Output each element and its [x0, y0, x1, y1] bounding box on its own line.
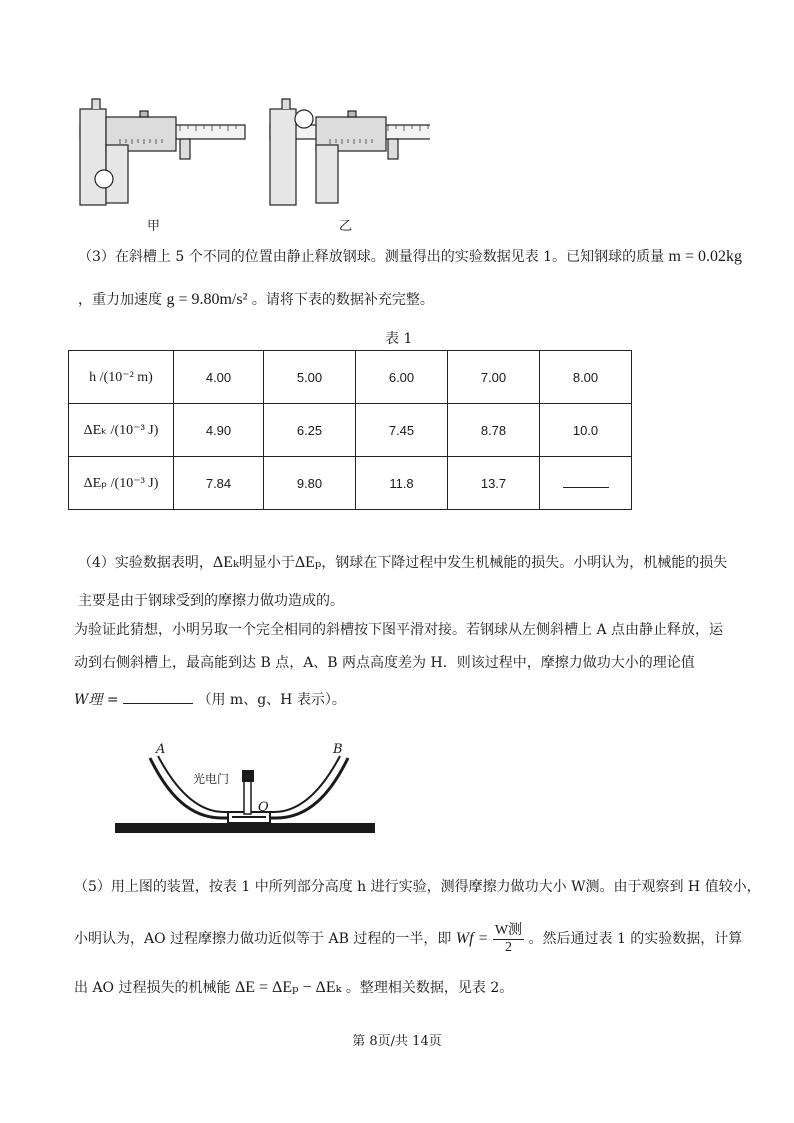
section4-line2: 主要是由于钢球受到的摩擦力做功造成的。 — [78, 593, 344, 609]
section3-text: （3）在斜槽上 5 个不同的位置由静止释放钢球。测量得出的实验数据见表 1。已知钢球的质量 — [78, 249, 665, 265]
section3-line1 — [78, 247, 742, 267]
w-theory-label: W理 = — [74, 692, 119, 708]
table-row — [69, 351, 632, 404]
section3-line2 — [78, 290, 434, 310]
section4-text: （用 m、g、H 表示）。 — [197, 692, 346, 708]
base-board — [115, 823, 375, 833]
table-cell: 7.00 — [448, 351, 540, 404]
table-cell: 10.0 — [540, 404, 632, 457]
section3-text-3: 。请将下表的数据补充完整。 — [251, 292, 434, 308]
table-cell: 4.90 — [174, 404, 264, 457]
table-cell: 6.25 — [264, 404, 356, 457]
photogate-post — [244, 780, 251, 814]
track-figure — [110, 740, 385, 840]
section5-line1: （5）用上图的装置，按表 1 中所列部分高度 h 进行实验，测得摩擦力做功大小 W测。由于观察到 H 值较小， — [74, 879, 761, 895]
table-cell: 7.84 — [174, 457, 264, 510]
table-head-cell: ΔEₚ /(10⁻³ J) — [69, 457, 174, 510]
section4-line5 — [74, 690, 346, 710]
table-blank-cell[interactable] — [540, 457, 632, 510]
photogate-label: 光电门 — [193, 772, 230, 786]
section3-text-2: ，重力加速度 — [78, 292, 162, 308]
table-row — [69, 457, 632, 510]
table-cell: 13.7 — [448, 457, 540, 510]
point-o-label: O — [258, 800, 269, 815]
table-head-cell: ΔEₖ /(10⁻³ J) — [69, 404, 174, 457]
delta-ek: ΔEₖ — [212, 554, 239, 571]
right-slope — [268, 758, 348, 818]
wf-label: Wf = — [455, 930, 489, 947]
point-b-label: B — [333, 742, 343, 757]
caliper-label-left: 甲 — [147, 219, 161, 234]
answer-blank[interactable] — [123, 703, 193, 704]
table-cell: 5.00 — [264, 351, 356, 404]
point-a-label: A — [156, 742, 166, 757]
section4-line1 — [78, 553, 727, 573]
table-row — [69, 404, 632, 457]
caliper-left — [80, 99, 245, 205]
table-cell: 4.00 — [174, 351, 264, 404]
table1 — [68, 350, 632, 510]
delta-e-formula: ΔE = ΔEₚ − ΔEₖ — [234, 979, 342, 996]
section4-text: ，钢球在下降过程中发生机械能的损失。小明认为，机械能的损失 — [321, 555, 728, 571]
gravity-value: g = 9.80m/s² — [166, 291, 248, 308]
fraction-numerator: W测 — [494, 922, 523, 938]
table-cell: 11.8 — [356, 457, 448, 510]
section5-line3 — [74, 978, 513, 998]
table-cell: 8.78 — [448, 404, 540, 457]
section5-text: 。整理相关数据，见表 2。 — [345, 980, 514, 996]
delta-ep: ΔEₚ — [294, 554, 322, 571]
section4-text: （4）实验数据表明， — [78, 555, 213, 571]
section4-line4: 动到右侧斜槽上，最高能到达 B 点，A、B 两点高度差为 H．则该过程中，摩擦力做功大小的理论值 — [74, 655, 695, 671]
fraction — [493, 923, 524, 956]
section5-text: 小明认为，AO 过程摩擦力做功近似等于 AB 过程的一半，即 — [74, 931, 452, 947]
caliper-right — [270, 99, 430, 205]
table-cell: 8.00 — [540, 351, 632, 404]
table-cell: 9.80 — [264, 457, 356, 510]
caliper-label-right: 乙 — [339, 219, 353, 234]
section5-text: 出 AO 过程损失的机械能 — [74, 980, 231, 996]
mass-value: m = 0.02kg — [668, 248, 742, 265]
table-cell: 7.45 — [356, 404, 448, 457]
caliper-figure — [70, 95, 430, 235]
page-footer: 第 8页/共 14页 — [352, 1034, 442, 1049]
fraction-denominator: 2 — [504, 939, 512, 955]
table-head-cell: h /(10⁻² m) — [69, 351, 174, 404]
left-slope — [150, 758, 230, 818]
section5-text: 。然后通过表 1 的实验数据，计算 — [528, 931, 743, 947]
section5-line2 — [74, 922, 742, 956]
section4-text: 明显小于 — [238, 555, 295, 571]
table-cell: 6.00 — [356, 351, 448, 404]
table1-title: 表 1 — [385, 331, 413, 347]
answer-blank[interactable] — [563, 475, 609, 488]
photogate-head — [242, 770, 254, 782]
section4-line3: 为验证此猜想，小明另取一个完全相同的斜槽按下图平滑对接。若钢球从左侧斜槽上 A 点由静止释放，运 — [74, 622, 724, 638]
